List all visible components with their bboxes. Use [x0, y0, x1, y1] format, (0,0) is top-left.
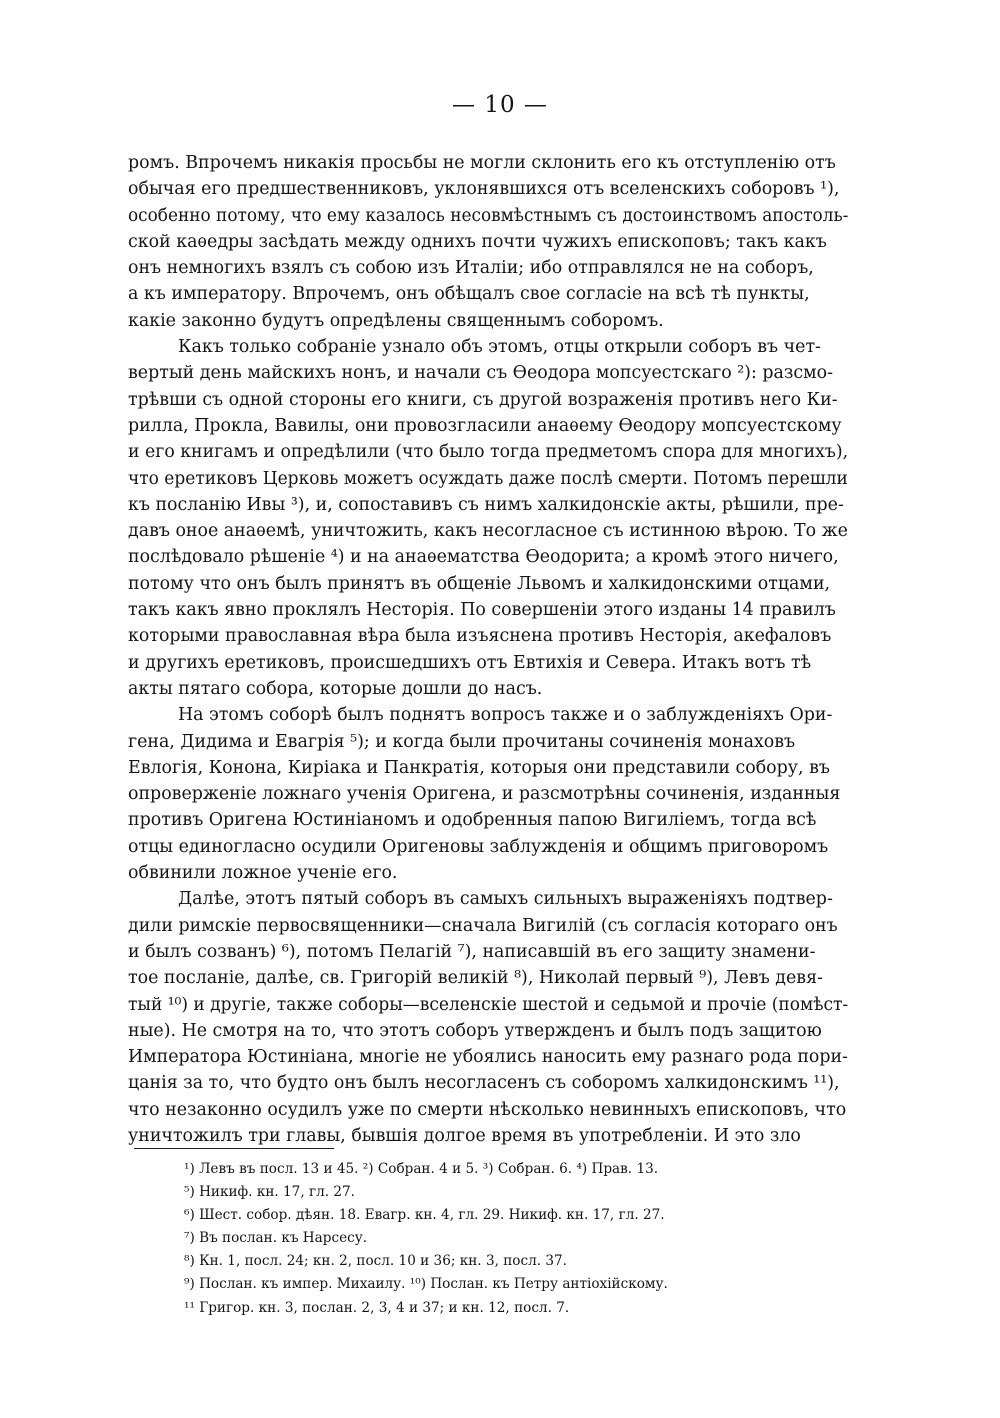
text-line: какіе законно будутъ опредѣлены священнымъ соборомъ. [128, 310, 664, 331]
text-line: тое посланіе, далѣе, св. Григорій великій ⁸), Николай первый ⁹), Левъ девя- [128, 968, 823, 989]
text-line: ромъ. Впрочемъ никакія просьбы не могли склонить его къ отступленію отъ [128, 153, 836, 173]
text-line: такъ какъ явно проклялъ Несторія. По совершеніи этого изданы 14 правилъ [128, 600, 836, 621]
footnote-line: ⁵) Никиф. кн. 17, гл. 27. [184, 1184, 355, 1201]
text-line: цанія за то, что будто онъ былъ несогласенъ съ соборомъ халкидонскимъ ¹¹), [128, 1073, 840, 1094]
text-line: ные). Не смотря на то, что этотъ соборъ утвержденъ и былъ подъ защитою [128, 1020, 822, 1041]
text-line: а къ императору. Впрочемъ, онъ обѣщалъ свое согласіе на всѣ тѣ пункты, [128, 284, 810, 305]
text-line: рилла, Прокла, Вавилы, они провозгласили анаѳему Ѳеодору мопсуестскому [128, 415, 842, 436]
footnote-line: ¹) Левъ въ посл. 13 и 45. ²) Собран. 4 и 5. ³) Собран. 6. ⁴) Прав. 13. [184, 1161, 659, 1177]
text-line: и другихъ еретиковъ, происшедшихъ отъ Евтихія и Севера. Итакъ вотъ тѣ [128, 652, 812, 673]
footnote-line: ⁷) Въ послан. къ Нарсесу. [184, 1230, 368, 1247]
text-line: вертый день майскихъ нонъ, и начали съ Ѳеодора мопсуестскаго ²): разсмо- [128, 363, 833, 384]
text-line: и былъ созванъ) ⁶), потомъ Пелагій ⁷), написавшій въ его защиту знамени- [128, 941, 816, 962]
text-line: опроверженіе ложнаго ученія Оригена, и разсмотрѣны сочиненія, изданныя [128, 784, 841, 805]
text-line: послѣдовало рѣшеніе ⁴) и на анаѳематства Ѳеодорита; а кромѣ этого ничего, [128, 547, 839, 568]
text-line: и его книгамъ и опредѣлили (что было тогда предметомъ спора для многихъ), [128, 442, 849, 463]
text-line: Какъ только собраніе узнало объ этомъ, отцы открыли соборъ въ чет- [178, 337, 821, 358]
text-line: Далѣе, этотъ пятый соборъ въ самыхъ сильныхъ выраженіяхъ подтвер- [178, 889, 833, 910]
text-line: дили римскіе первосвященники—сначала Вигилій (съ согласія котораго онъ [128, 915, 838, 936]
text-line: особенно потому, что ему казалось несовмѣстнымъ съ достоинствомъ апостоль- [128, 205, 849, 226]
footnote-line: ⁶) Шест. собор. дѣян. 18. Евагр. кн. 4, гл. 29. Никиф. кн. 17, гл. 27. [184, 1207, 665, 1224]
text-line: обвинили ложное ученіе его. [128, 863, 398, 884]
text-line: акты пятаго собора, которые дошли до насъ. [128, 678, 543, 699]
text-line: къ посланію Ивы ³), и, сопоставивъ съ нимъ халкидонскіе акты, рѣшили, пре- [128, 494, 844, 515]
text-line: потому что онъ былъ принятъ въ общеніе Львомъ и халкидонскими отцами, [128, 573, 831, 594]
text-line: давъ оное анаѳемѣ, уничтожить, какъ несогласное съ истинною вѣрою. То же [128, 521, 848, 542]
text-line: трѣвши съ одной стороны его книги, съ другой возраженія противъ него Ки- [128, 389, 838, 410]
text-line: обычая его предшественниковъ, уклонявшихся отъ вселенскихъ соборовъ ¹), [128, 179, 840, 200]
text-line: онъ немногихъ взялъ съ собою изъ Италіи; ибо отправлялся не на соборъ, [128, 258, 814, 279]
footnote-line: ⁸) Кн. 1, посл. 24; кн. 2, посл. 10 и 36; кн. 3, посл. 37. [184, 1253, 567, 1270]
text-line: уничтожилъ три главы, бывшія долгое время въ употребленіи. И это зло [128, 1125, 801, 1146]
text-line: Императора Юстиніана, многіе не убоялись наносить ему разнаго рода пори- [128, 1047, 848, 1068]
text-line: Евлогія, Конона, Киріака и Панкратія, которыя они представили собору, въ [128, 757, 830, 778]
text-line: противъ Оригена Юстиніаномъ и одобренныя папою Вигиліемъ, тогда всѣ [128, 810, 817, 831]
text-line: что незаконно осудилъ уже по смерти нѣсколько невинныхъ епископовъ, что [128, 1099, 847, 1120]
text-line: гена, Дидима и Евагрія ⁵); и когда были прочитаны сочиненія монаховъ [128, 731, 796, 752]
text-line: которыми православная вѣра была изъяснена противъ Несторія, акефаловъ [128, 626, 832, 647]
body-text [128, 150, 848, 1149]
page-number: — 10 — [452, 92, 548, 118]
footnotes [184, 1158, 824, 1320]
text-line: тый ¹⁰) и другіе, также соборы—вселенскіе шестой и седьмой и прочіе (помѣст- [128, 994, 849, 1015]
text-line: отцы единогласно осудили Оригеновы заблужденія и общимъ приговоромъ [128, 836, 829, 857]
text-line: ской каѳедры засѣдать между однихъ почти чужихъ епископовъ; такъ какъ [128, 231, 827, 252]
footnote-line: ⁹) Послан. къ импер. Михаилу. ¹⁰) Послан. къ Петру антіохійскому. [184, 1276, 668, 1293]
text-line: На этомъ соборѣ былъ поднятъ вопросъ также и о заблужденіяхъ Ори- [178, 705, 833, 726]
text-line: что еретиковъ Церковь можетъ осуждать даже послѣ смерти. Потомъ перешли [128, 468, 848, 489]
footnote-line: ¹¹ Григор. кн. 3, послан. 2, 3, 4 и 37; и кн. 12, посл. 7. [184, 1299, 570, 1316]
footnote-divider [134, 1148, 334, 1149]
